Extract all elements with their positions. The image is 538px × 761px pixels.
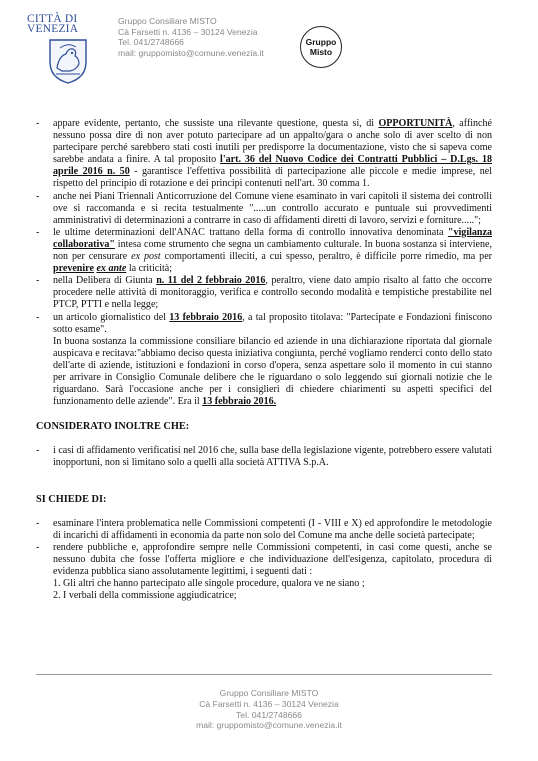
emphasis-vigilanza: "vigilanza collaborativa" bbox=[53, 226, 492, 250]
logo-text bbox=[27, 14, 78, 34]
header-tel: Tel. 041/2748666 bbox=[118, 37, 184, 48]
lion-crest-icon bbox=[46, 34, 90, 84]
bullet-anac: - le ultime determinazioni dell'ANAC trattano della forma di controllo innovativa denominata "vigilanza collaborativa" intesa come strumento che segna un cambiamento culturale. In buona sostanza si interviene, non per censurare ex post comportamenti illeciti, a cui spesso, peraltro, è difficile porre rimedio, ma per prevenire ex ante la criticità; bbox=[36, 227, 492, 275]
footer-address: Cà Farsetti n. 4136 – 30124 Venezia bbox=[199, 698, 339, 709]
footer-tel: Tel. 041/2748666 bbox=[236, 709, 302, 720]
city-of-venice-logo bbox=[22, 14, 100, 84]
numbered-item-2: 2. I verbali della commissione aggiudicatrice; bbox=[53, 590, 237, 602]
footer-mail: mail: gruppomisto@comune.venezia.it bbox=[196, 720, 342, 731]
article-date: 13 febbraio 2016 bbox=[169, 311, 243, 323]
bullet-esaminare: - esaminare l'intera problematica nelle Commissioni competenti (I - VIII e X) ed approfondire le metodologie di incarichi di affidamenti in economia da parte non solo del Comune ma anche delle società partecipate; bbox=[36, 518, 492, 542]
header-address: Cà Farsetti n. 4136 – 30124 Venezia bbox=[118, 26, 258, 37]
heading-considerato: CONSIDERATO INOLTRE CHE: bbox=[36, 421, 190, 433]
logo-line-1: CITTÀ DI bbox=[27, 13, 78, 25]
bullet-articolo: - un articolo giornalistico del 13 febbraio 2016, a tal proposito titolava: "Partecipate e Fondazioni finiscono sotto esame". In buona sostanza la commissione consiliare bilancio ed aziende in una dichiarazione riportata dal giornale auspicava e recitava:"abbiamo deciso questa iniziativa congiunta, perché vogliamo renderci conto dello stato dell'arte di aziende, istituzioni e fondazioni in corso d'opera, senza aspettare solo il momento in cui stanno per arrivare in Consiglio Comunale delibere che le riguardano o solo leggendo sui giornali notizie che le riguardano. Sarà l'occasione anche per i consiglieri di chiedere chiarimenti su aspetti specifici del funzionamento delle aziende". Era il 13 febbraio 2016. bbox=[36, 312, 492, 409]
article-date-2: 13 febbraio 2016. bbox=[202, 396, 277, 408]
document-body bbox=[36, 118, 492, 602]
emphasis-opportunita: OPPORTUNITÀ bbox=[378, 118, 453, 129]
bullet-opportunita: - appare evidente, pertanto, che sussiste una rilevante questione, questa si, di OPPORTUNITÀ, affinché nessuno possa dire di non aver potuto partecipare ad un appalto/gara o anche solo di aver scelto di non partecipare perché sarebbero stati costi inutili per predisporre la documentazione, visto che si sapeva come sarebbe andata a finire. A tal proposito l'art. 36 del Nuovo Codice dei Contratti Pubblici – D.Lgs. 18 aprile 2016 n. 50 - garantisce l'effettiva possibilità di partecipazione alle piccole e medie imprese, nel rispetto del principio di rotazione e dei principi contenuti nell'art. 30 comma 1. bbox=[36, 118, 492, 191]
footer-divider bbox=[36, 674, 492, 675]
header-mail: mail: gruppomisto@comune.venezia.it bbox=[118, 47, 264, 58]
emphasis-prevenire: prevenire bbox=[53, 263, 94, 275]
law-reference: l'art. 36 del Nuovo Codice dei Contratti Pubblici – D.Lgs. 18 aprile 2016 n. 50 bbox=[53, 154, 492, 178]
badge-line-2: Misto bbox=[309, 47, 333, 57]
badge-line-1: Gruppo bbox=[305, 37, 337, 47]
letterhead bbox=[22, 14, 522, 80]
numbered-item-1: 1. Gli altri che hanno partecipato alle singole procedure, qualora ve ne siano ; bbox=[53, 578, 365, 590]
delibera-date: n. 11 del 2 febbraio 2016 bbox=[156, 275, 266, 287]
logo-line-2: VENEZIA bbox=[27, 23, 79, 35]
bullet-delibera-giunta: - nella Delibera di Giunta n. 11 del 2 febbraio 2016, peraltro, viene dato ampio risalto al fatto che occorre procedere nelle attività di monitoraggio, verifica e controllo secondo modalità e tempistiche prestabilite nel PTCP, PTTI e nella legge; bbox=[36, 275, 492, 311]
footer-group: Gruppo Consiliare MISTO bbox=[219, 688, 319, 698]
gruppo-misto-badge bbox=[300, 26, 342, 68]
header-contact bbox=[118, 16, 264, 58]
bullet-rendere-pubbliche: - rendere pubbliche e, approfondire sempre nelle Commissioni competenti, in casi come questi, anche se nessuno dubita che fosse l'offerta migliore e che individuazione dell'esigenza, capitolato, procedura di evidenza pubblica siano assolutamente legittimi, i seguenti dati : bbox=[36, 542, 492, 578]
heading-si-chiede: SI CHIEDE DI: bbox=[36, 493, 107, 505]
footer bbox=[0, 688, 538, 731]
header-group: Gruppo Consiliare MISTO bbox=[118, 16, 217, 26]
emphasis-ex-ante: ex ante bbox=[96, 263, 127, 275]
bullet-casi-affidamento: - i casi di affidamento verificatisi nel 2016 che, sulla base della legislazione vigente, potrebbero essere valutati inopportuni, non si limitano solo a quelli alla società ATTIVA S.p.A. bbox=[36, 445, 492, 469]
bullet-piani-anticorruzione: - anche nei Piani Triennali Anticorruzione del Comune viene esaminato in vari capitoli il sistema dei controlli ove si raccomanda e si recita testualmente ".....un controllo accurato e puntuale sui provvedimenti amministrativi di determinazioni a contrarre in caso di affidamenti diretti di lavoro, servizi e forniture....."; bbox=[36, 191, 492, 227]
